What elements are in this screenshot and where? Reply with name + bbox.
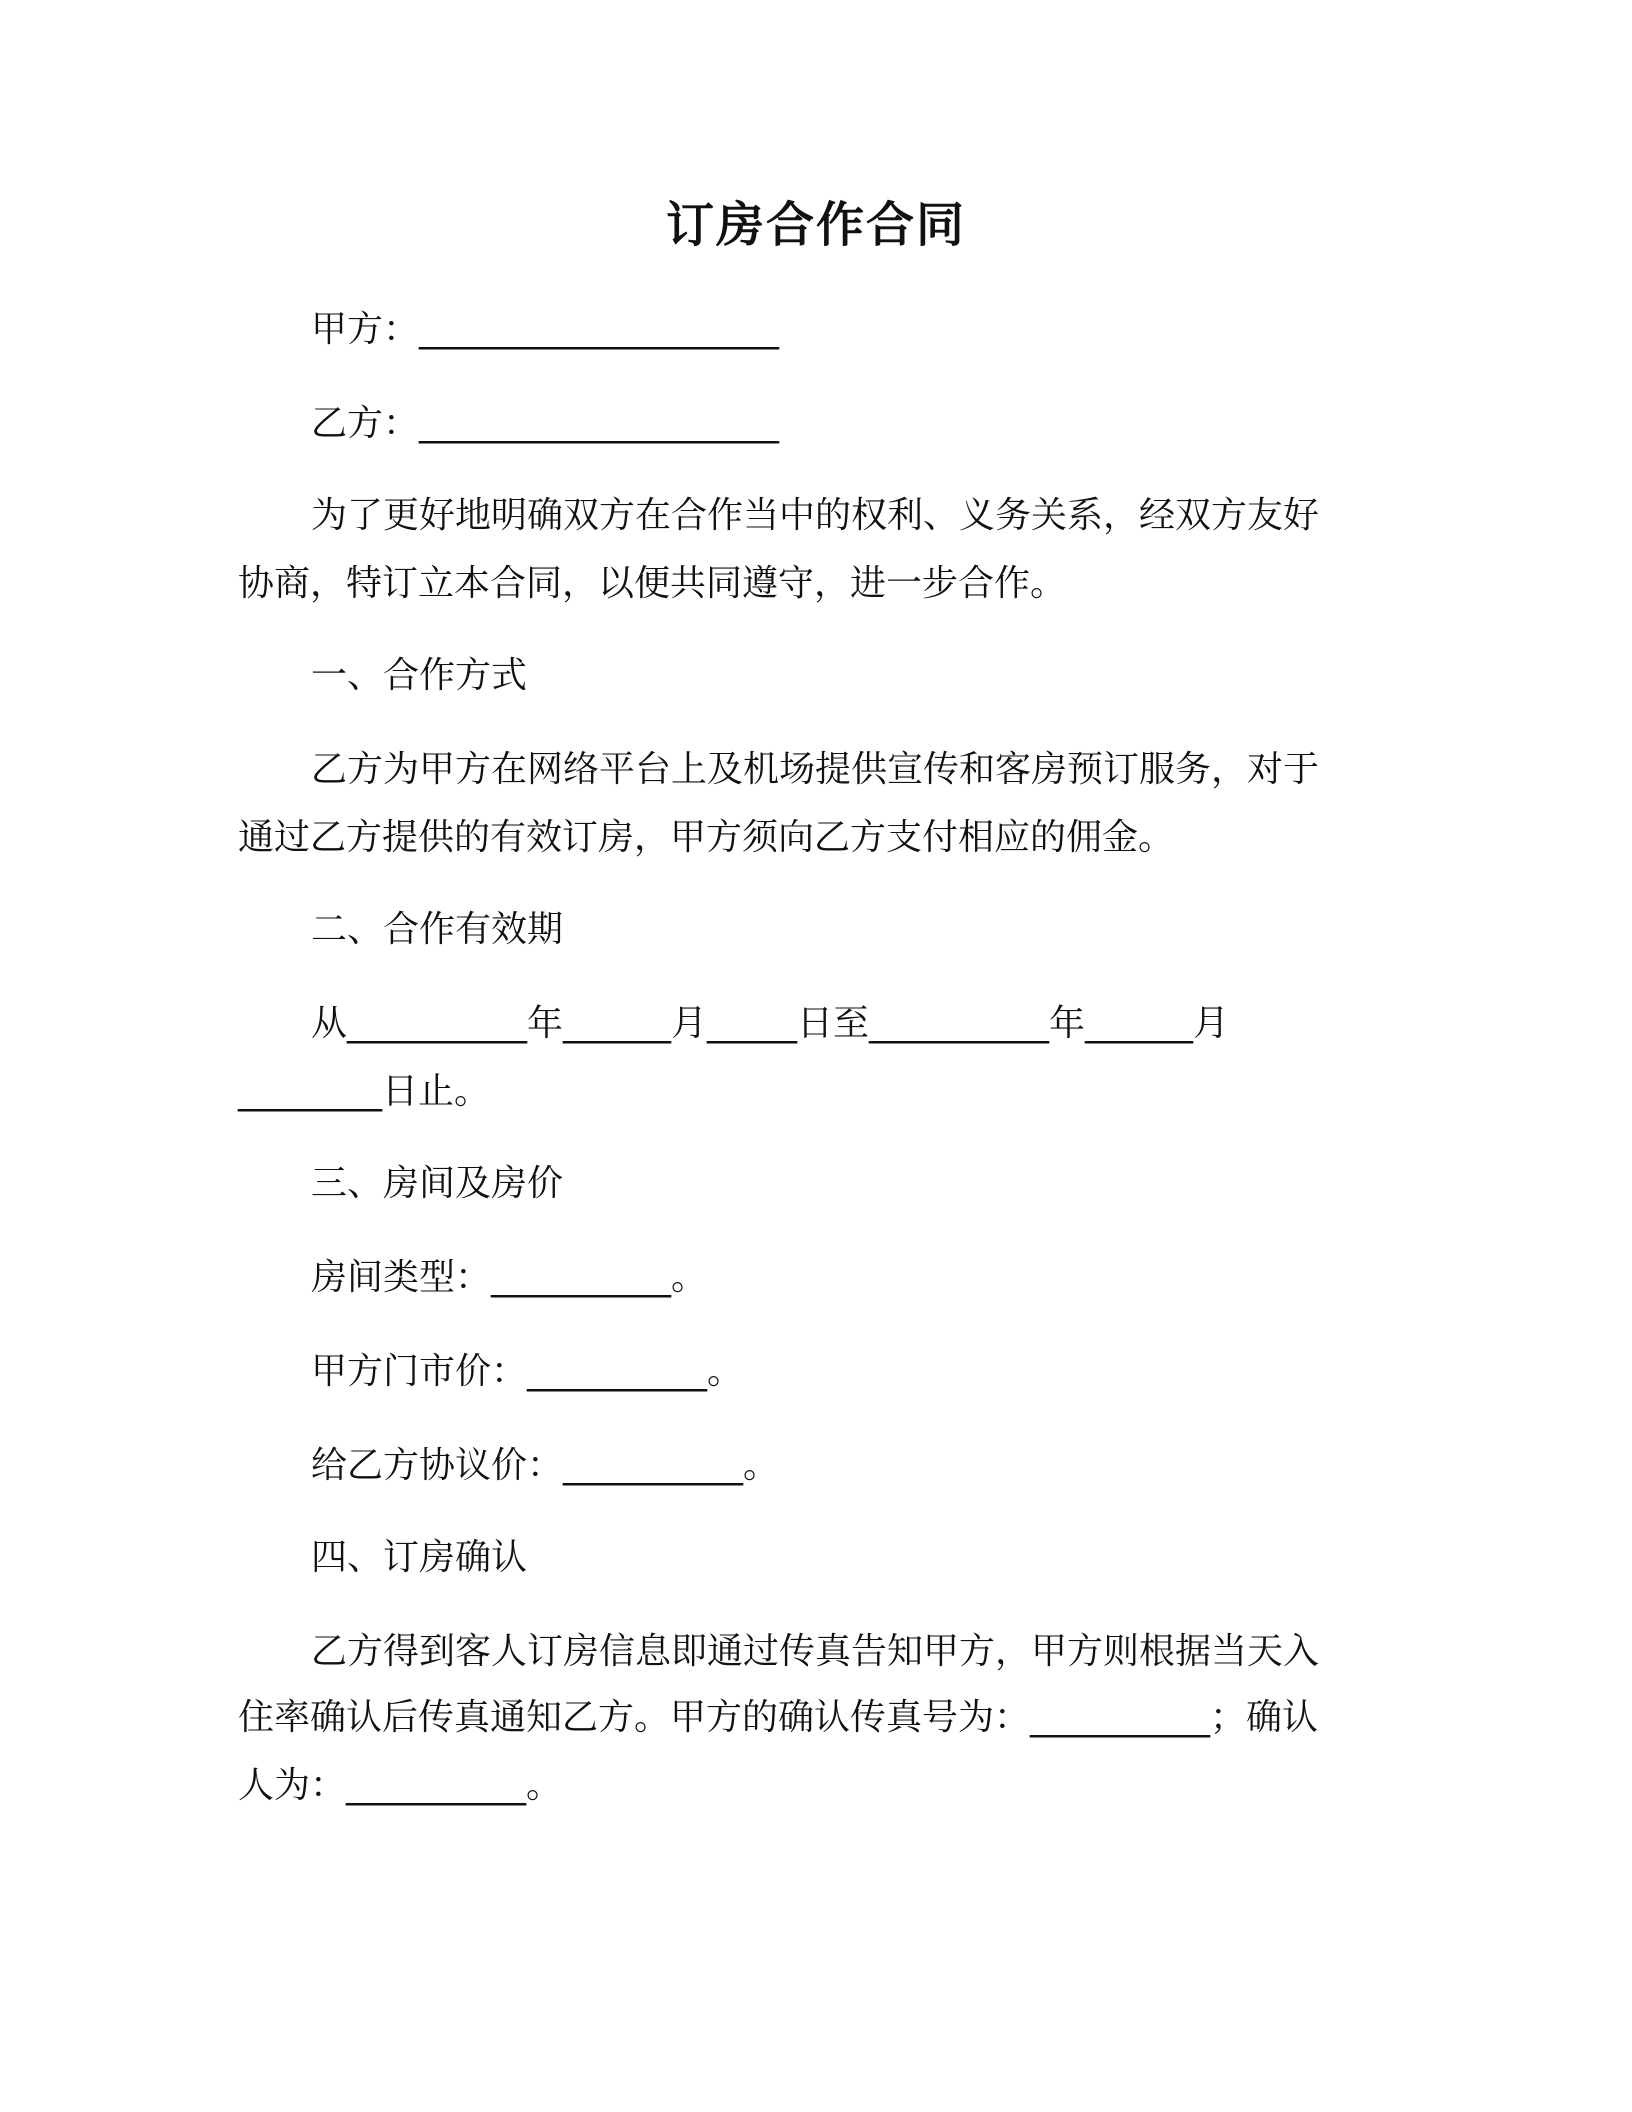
section-2-heading: 二、合作有效期: [311, 909, 564, 950]
party-b-blank: ____________________: [419, 403, 780, 444]
section-1-heading: 一、合作方式: [311, 655, 528, 696]
party-b-line: [311, 400, 779, 448]
rack-rate-line: 甲方门市价：__________。: [311, 1351, 744, 1392]
intro-paragraph-line-2: 协商，特订立本合同，以便共同遵守，进一步合作。: [238, 563, 1067, 604]
section-4-line-1: 乙方得到客人订房信息即通过传真告知甲方，甲方则根据当天入: [311, 1631, 1320, 1672]
section-4-line-2: 住率确认后传真通知乙方。甲方的确认传真号为：__________；确认: [238, 1697, 1319, 1738]
section-1-line-2: 通过乙方提供的有效订房，甲方须向乙方支付相应的佣金。: [238, 817, 1175, 858]
agreed-rate-line: 给乙方协议价：__________。: [311, 1445, 780, 1486]
party-a-line: [311, 306, 779, 354]
section-4-heading: 四、订房确认: [311, 1537, 528, 1578]
section-2-line-1: 从__________年______月_____日至__________年______月: [311, 1003, 1229, 1044]
party-b-label: 乙方：: [311, 403, 420, 444]
section-3-heading: 三、房间及房价: [311, 1163, 564, 1204]
intro-paragraph-line-1: 为了更好地明确双方在合作当中的权利、义务关系，经双方友好: [311, 495, 1320, 536]
party-a-label: 甲方：: [311, 309, 420, 350]
room-type-line: 房间类型：__________。: [311, 1257, 708, 1298]
section-1-line-1: 乙方为甲方在网络平台上及机场提供宣传和客房预订服务，对于: [311, 749, 1320, 790]
page-title: 订房合作合同: [665, 197, 966, 253]
section-2-line-2: ________日止。: [238, 1071, 491, 1112]
section-4-line-3: 人为：__________。: [238, 1765, 563, 1806]
party-a-blank: ____________________: [419, 309, 780, 350]
